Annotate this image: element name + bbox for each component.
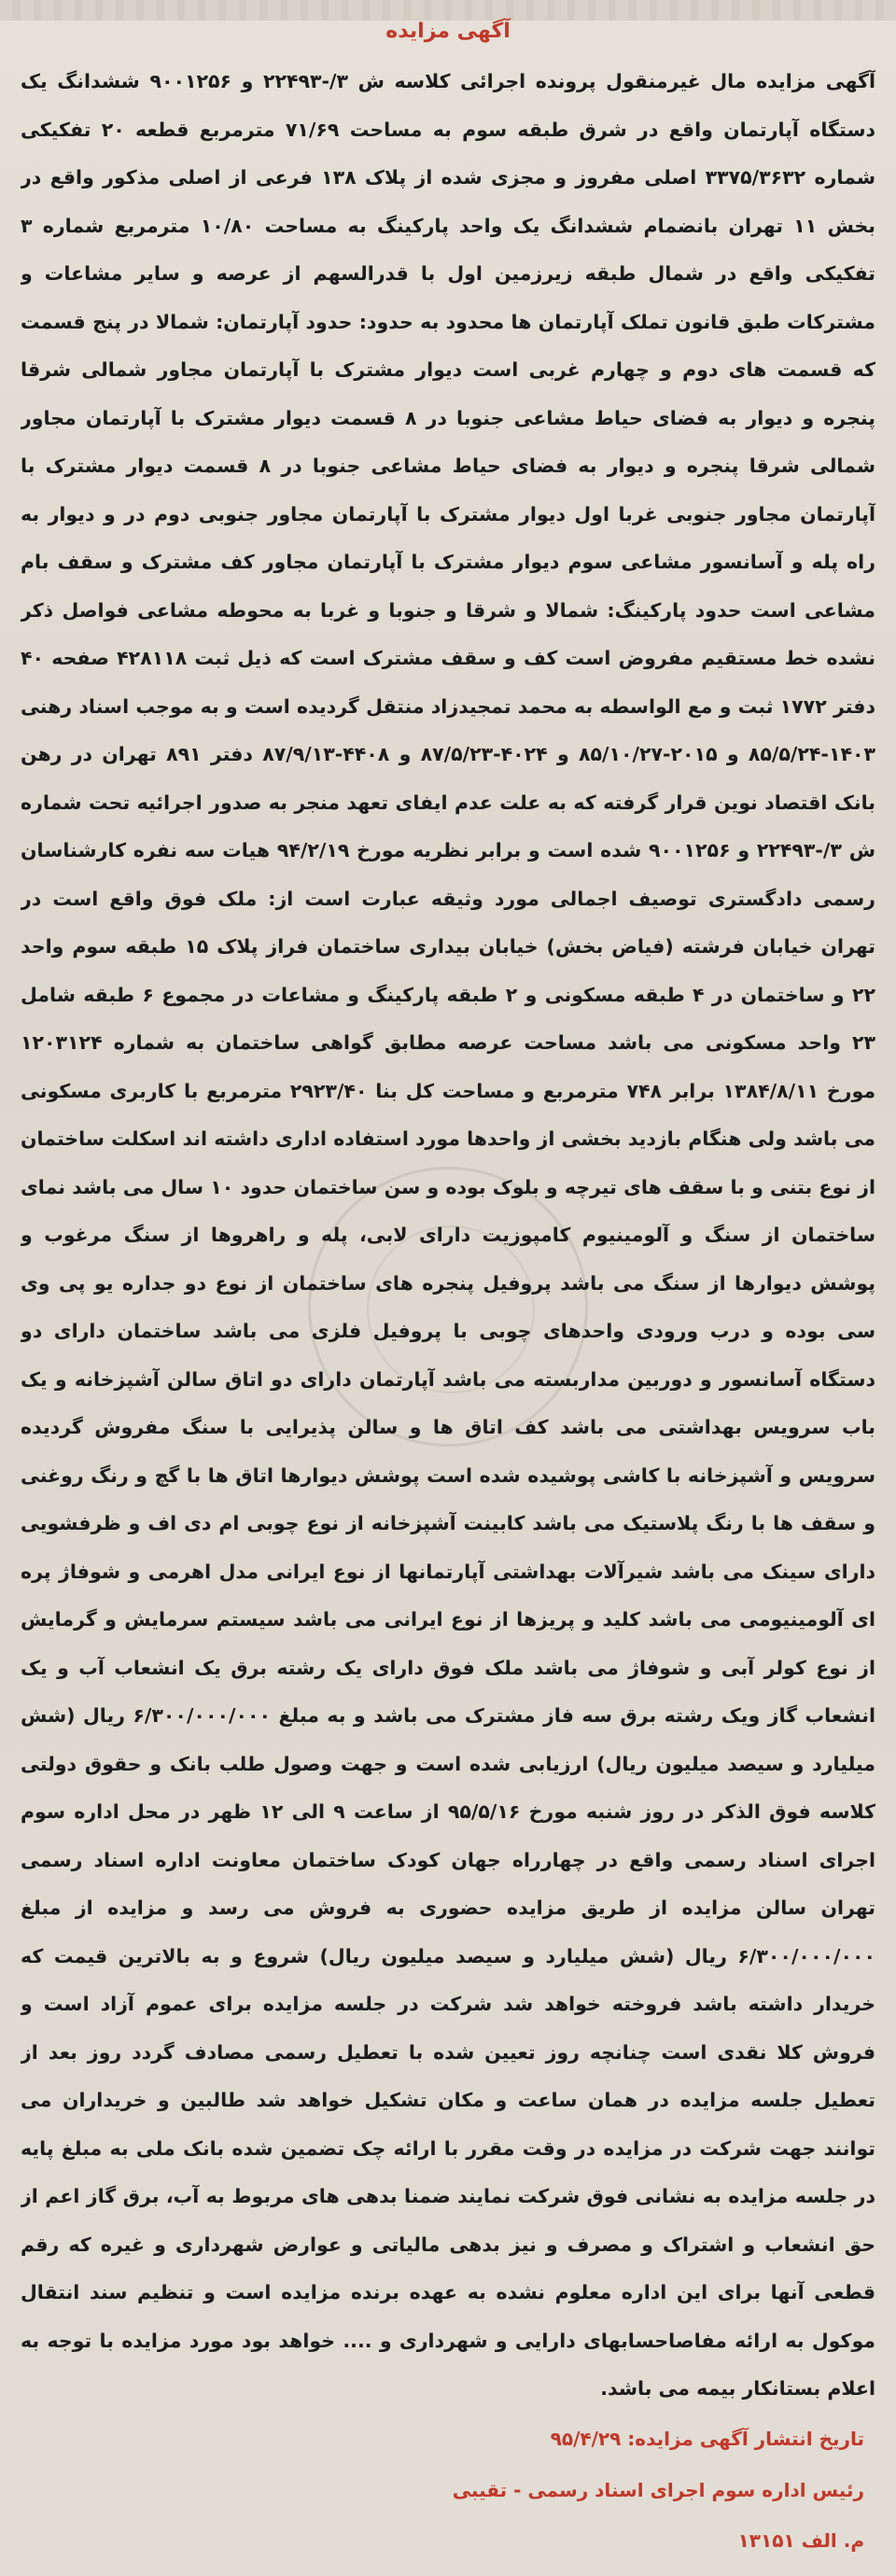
notice-body: آگهی مزایده مال غیرمنقول پرونده اجرائی کلاسه ش ۳/-۲۲۴۹۳ و ۹۰۰۱۲۵۶ ششدانگ یک دستگاه آپارتمان واقع در شرق طبقه سوم به مساحت ۷۱/۶۹ مترمربع قطعه ۲۰ تفکیکی شماره ۳۳۷۵/۳۶۳۲ اصلی مفروز و مجزی شده از پلاک ۱۳۸ فرعی از اصلی مذکور واقع در بخش ۱۱ تهران بانضمام ششدانگ یک واحد پارکینگ به مساحت ۱۰/۸۰ مترمربع شماره ۳ تفکیکی واقع در شمال طبقه زیرزمین اول با قدرالسهم از عرصه و سایر مشاعات و مشترکات طبق قانون تملک آپارتمان ها محدود به حدود: حدود آپارتمان: شمالا در پنج قسمت که قسمت های دوم و چهارم غربی است دیوار مشترک با آپارتمان مجاور شمالی شرقا پنجره و دیوار به فضای حیاط مشاعی جنوبا در ۸ قسمت دیوار مشترک با آپارتمان مجاور شمالی شرقا پنجره و دیوار به فضای حیاط مشاعی جنوبا در ۸ قسمت دیوار مشترک با آپارتمان مجاور جنوبی غربا اول دیوار مشترک با آپارتمان مجاور جنوبی دوم در و دیوار به راه پله و آسانسور مشاعی سوم دیوار مشترک با آپارتمان مجاور کف مشترک و سقف بام مشاعی است حدود پارکینگ: شمالا و شرقا و جنوبا و غربا به محوطه مشاعی فواصل ذکر نشده خط مستقیم مفروض است کف و سقف مشترک است که ذیل ثبت ۴۲۸۱۱۸ صفحه ۴۰ دفتر ۱۷۷۲ ثبت و مع الواسطه به محمد تمجیدزاد منتقل گردیده است و به موجب اسناد رهنی ۱۴۰۳-۸۵/۵/۲۴ و ۲۰۱۵-۸۵/۱۰/۲۷ و ۴۰۲۴-۸۷/۵/۲۳ و ۴۴۰۸-۸۷/۹/۱۳ دفتر ۸۹۱ تهران در رهن بانک اقتصاد نوین قرار گرفته که به علت عدم ایفای تعهد منجر به صدور اجرائیه تحت شماره ش ۳/-۲۲۴۹۳ و ۹۰۰۱۲۵۶ شده است و برابر نظریه مورخ ۹۴/۲/۱۹ هیات سه نفره کارشناسان رسمی دادگستری توصیف اجمالی مورد وثیقه عبارت است از: ملک فوق واقع است در تهران خیابان فرشته (فیاض بخش) خیابان بیداری ساختمان فراز پلاک ۱۵ طبقه سوم واحد ۲۲ و ساختمان در ۴ طبقه مسکونی و ۲ طبقه پارکینگ و مشاعات در مجموع ۶ طبقه شامل ۲۳ واحد مسکونی می باشد مساحت عرصه مطابق گواهی ساختمان به شماره ۱۲۰۳۱۲۴ مورخ ۱۳۸۴/۸/۱۱ برابر ۷۴۸ مترمربع و مساحت کل بنا ۲۹۲۳/۴۰ مترمربع با کاربری مسکونی می باشد ولی هنگام بازدید بخشی از واحدها مورد استفاده اداری داشته اند اسکلت ساختمان از نوع بتنی و با سقف های تیرچه و بلوک بوده و سن ساختمان حدود ۱۰ سال می باشد نمای ساختمان از سنگ و آلومینیوم کامپوزیت دارای لابی، پله و راهروها از سنگ مرغوب و پوشش دیوارها از سنگ می باشد پروفیل پنجره های ساختمان از نوع دو جداره یو پی وی سی بوده و درب ورودی واحدهای چوبی با پروفیل فلزی می باشد ساختمان دارای دو دستگاه آسانسور و دوربین مداربسته می باشد آپارتمان دارای دو اتاق سالن آشپزخانه و یک باب سرویس بهداشتی می باشد کف اتاق ها و سالن پذیرایی با سنگ مفروش گردیده سرویس و آشپزخانه با کاشی پوشیده شده است پوشش دیوارها اتاق ها با گچ و رنگ روغنی و سقف ها با رنگ پلاستیک می باشد کابینت آشپزخانه از نوع چوبی ام دی اف و ظرفشویی دارای سینک می باشد شیرآلات بهداشتی آپارتمانها از نوع ایرانی مدل اهرمی و شوفاژ پره ای آلومینیومی می باشد کلید و پریزها از نوع ایرانی می باشد سیستم سرمایش و گرمایش از نوع کولر آبی و شوفاژ می باشد ملک فوق دارای یک رشته برق یک انشعاب آب و یک انشعاب گاز ویک رشته برق سه فاز مشترک می باشد و به مبلغ ۶/۳۰۰/۰۰۰/۰۰۰ ریال (شش میلیارد و سیصد میلیون ریال) ارزیابی شده است و جهت وصول طلب بانک و حقوق دولتی کلاسه فوق الذکر در روز شنبه مورخ ۹۵/۵/۱۶ از ساعت ۹ الی ۱۲ ظهر در محل اداره سوم اجرای اسناد رسمی واقع در چهارراه جهان کودک ساختمان معاونت اداره اسناد رسمی تهران سالن مزایده از طریق مزایده حضوری به فروش می رسد و مزایده از مبلغ ۶/۳۰۰/۰۰۰/۰۰۰ ریال (شش میلیارد و سیصد میلیون ریال) شروع و به بالاترین قیمت که خریدار داشته باشد فروخته خواهد شد شرکت در جلسه مزایده برای عموم آزاد است و فروش کلا نقدی است چنانچه روز تعیین شده با تعطیل رسمی مصادف گردد روز بعد از تعطیل جلسه مزایده در همان ساعت و مکان تشکیل خواهد شد طالبین و خریداران می توانند جهت شرکت در مزایده در وقت مقرر با ارائه چک تضمین شده بانک ملی به مبلغ پایه در جلسه مزایده به نشانی فوق شرکت نمایند ضمنا بدهی های مربوط به آب، برق گاز اعم از حق انشعاب و اشتراک و مصرف و نیز بدهی مالیاتی و عوارض شهرداری و غیره که رقم قطعی آنها برای این اداره معلوم نشده به عهده برنده مزایده است و تنظیم سند انتقال موکول به ارائه مفاصاحسابهای دارایی و شهرداری و .... خواهد بود مورد مزایده با توجه به اعلام بستانکار بیمه می باشد. <box>21 70 875 2400</box>
reference-code: م. الف ۱۳۱۵۱ <box>737 2529 864 2552</box>
signatory: رئیس اداره سوم اجرای اسناد رسمی - تقیبی <box>452 2479 864 2501</box>
publication-date: تاریخ انتشار آگهی مزایده: ۹۵/۴/۲۹ <box>550 2428 864 2450</box>
notice-title: آگهی مزایده <box>385 20 511 43</box>
